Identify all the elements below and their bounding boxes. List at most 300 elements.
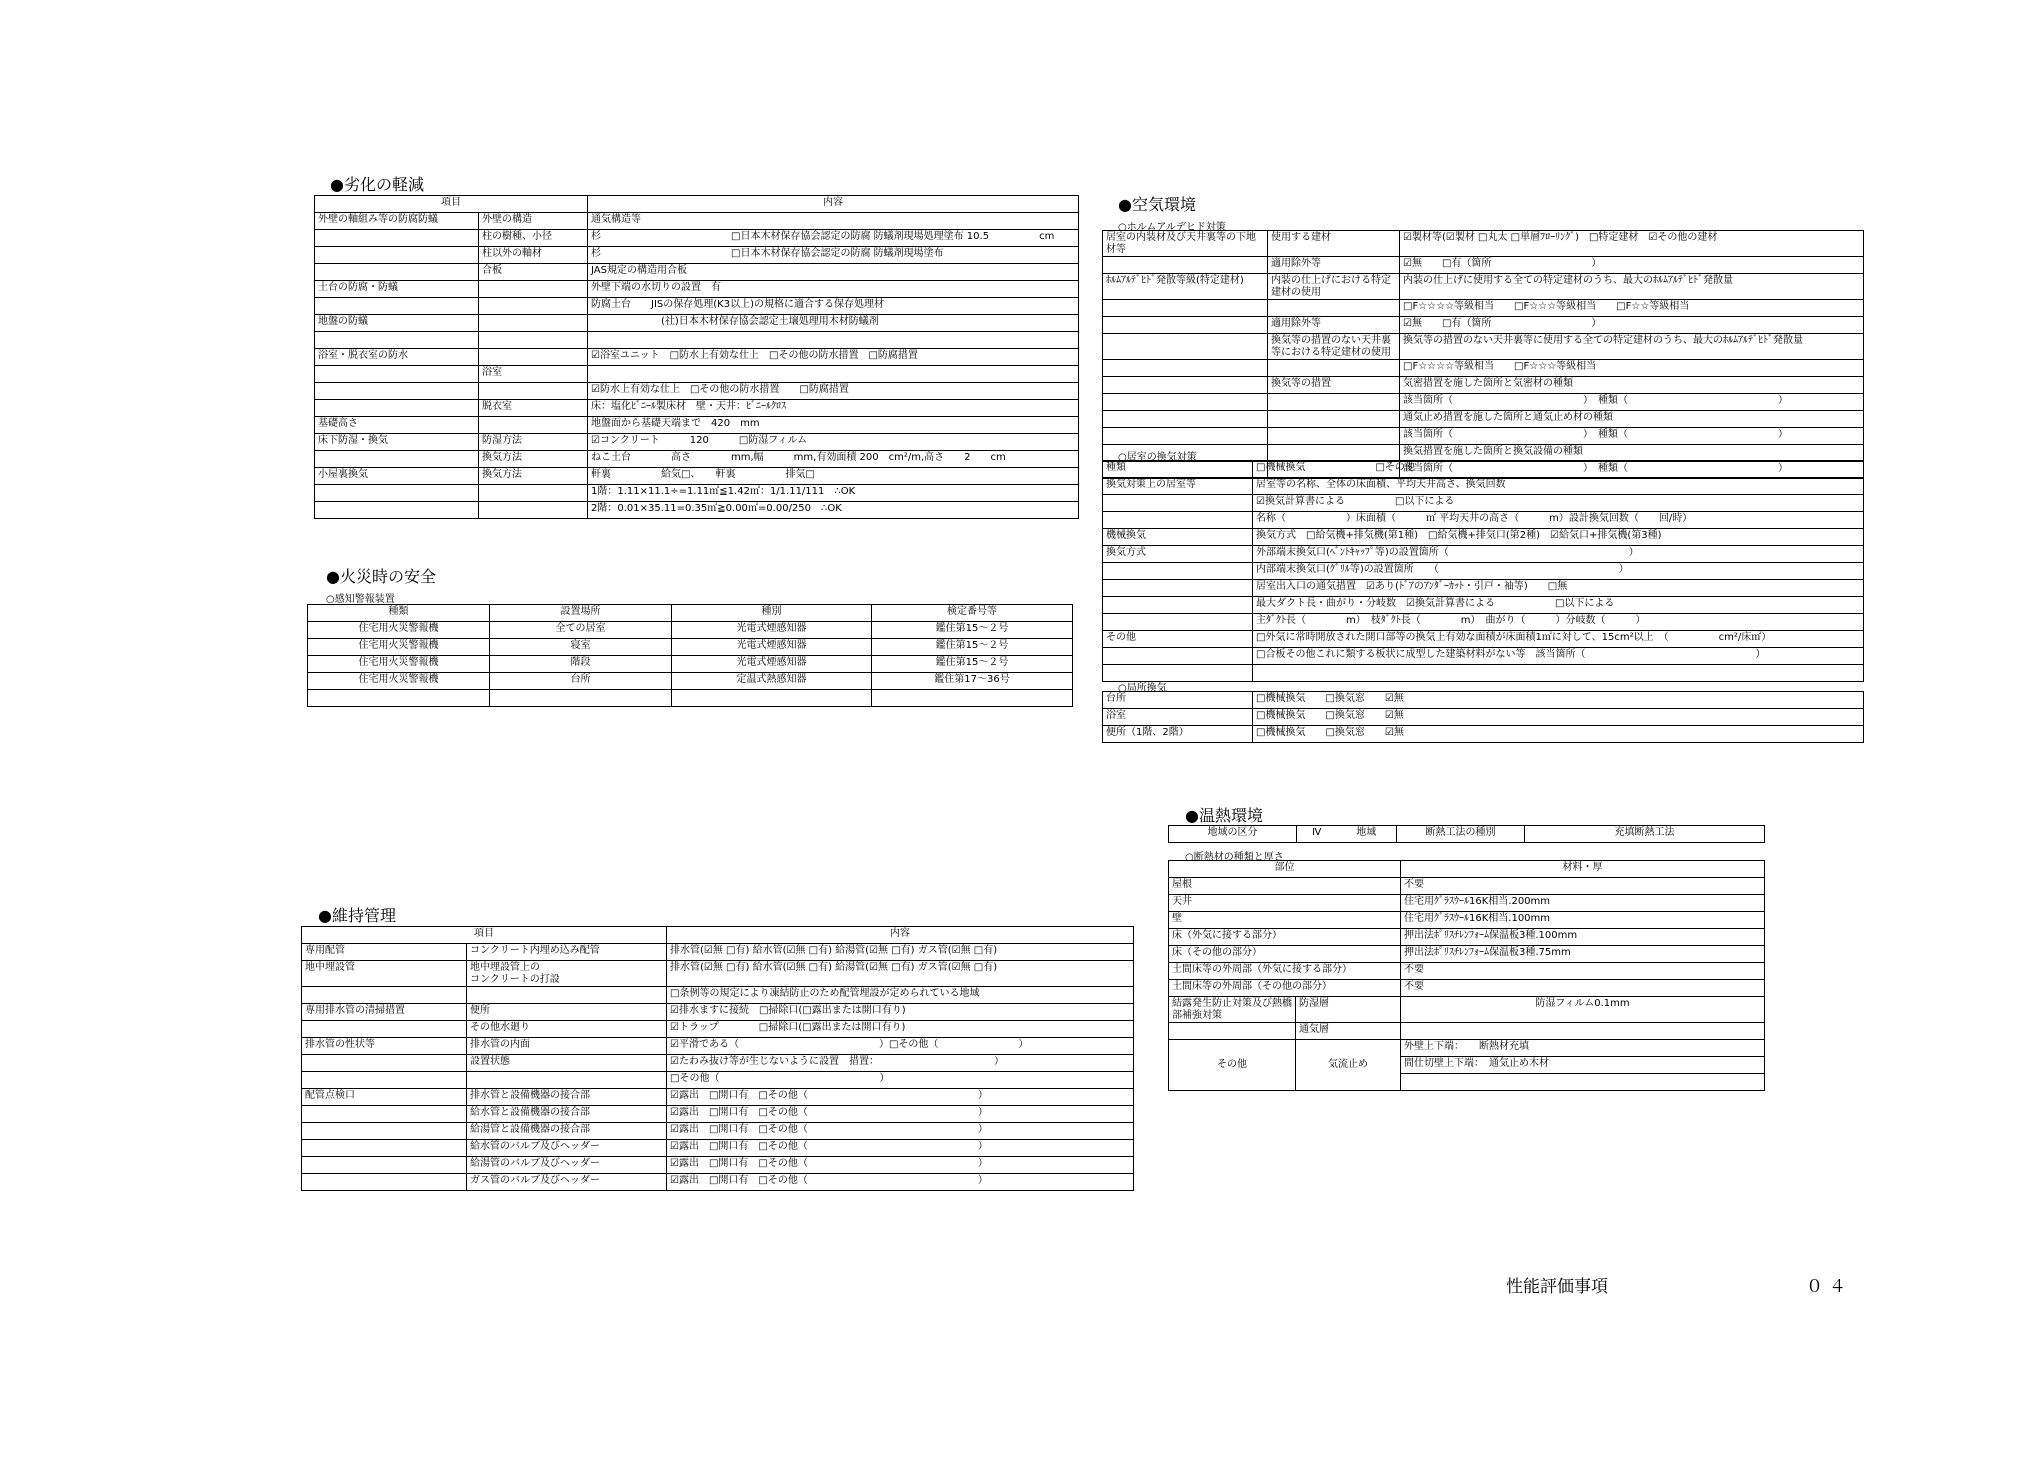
table-cell: 光電式煙感知器 (672, 639, 872, 656)
table-cell (490, 690, 672, 707)
content-cell: ☑露出 □開口有 □その他（ ） (667, 1157, 1134, 1174)
region-table (1168, 825, 1765, 843)
item-cell: 機械換気 (1103, 529, 1253, 546)
sub-item-cell: 防湿方法 (479, 434, 588, 451)
ventilation-table (1102, 460, 1864, 682)
item-cell (1103, 495, 1253, 512)
table-row (302, 1072, 1134, 1089)
sub-item-cell: 柱の樹種、小径 (479, 230, 588, 247)
table-row (1103, 317, 1864, 334)
insulation-table (1168, 860, 1765, 1091)
table-row (1103, 648, 1864, 665)
table-row (315, 349, 1079, 366)
table-row (302, 1021, 1134, 1038)
table-row (315, 264, 1079, 281)
item-cell: 外壁の軸組み等の防腐防蟻 (315, 213, 479, 230)
content-cell: ☑無 □有（箇所 ） (1400, 317, 1864, 334)
table-row (315, 383, 1079, 400)
content-cell: ☑製材等(☑製材 □丸太 □単層ﾌﾛｰﾘﾝｸﾞ) □特定建材 ☑その他の建材 (1400, 231, 1864, 257)
item-cell: 土台の防腐・防蟻 (315, 281, 479, 298)
table-cell (308, 690, 490, 707)
item-cell: 便所（1階、2階） (1103, 726, 1253, 743)
table-cell: 鑑住第17～36号 (872, 673, 1073, 690)
content-cell: 換気方式 □給気機+排気機(第1種) □給気機+排気口(第2種) ☑給気口+排気機(第3種) (1253, 529, 1864, 546)
table-row (315, 315, 1079, 332)
table-row (1103, 726, 1864, 743)
table-cell: 寝室 (490, 639, 672, 656)
table-row (1103, 546, 1864, 563)
footer-title: 性能評価事項 (1506, 1277, 1608, 1297)
table-cell: 台所 (490, 673, 672, 690)
item-cell (1103, 597, 1253, 614)
table-row (315, 298, 1079, 315)
column-header: 内容 (667, 927, 1134, 944)
item-cell: 地盤の防蟻 (315, 315, 479, 332)
table-cell: 鑑住第15～２号 (872, 656, 1073, 673)
formaldehyde-table (1102, 230, 1864, 479)
sub-item-cell: コンクリート内埋め込み配管 (467, 944, 667, 961)
content-cell: 杉 □日本木材保存協会認定の防腐 防蟻剤現場処理塗布 10.5 cm (588, 230, 1079, 247)
content-cell: □機械換気 □換気窓 ☑無 (1253, 692, 1864, 709)
sub-item-cell: 給湯管と設備機器の接合部 (467, 1123, 667, 1140)
part-cell: 土間床等の外周部（その他の部分） (1169, 980, 1401, 997)
sub-item-cell: 給湯管のバルブ及びヘッダー (467, 1157, 667, 1174)
fire-subtitle: ○感知警報装置 (326, 594, 395, 605)
column-header: 種類 (308, 605, 490, 622)
content-cell: ☑露出 □開口有 □その他（ ） (667, 1089, 1134, 1106)
table-row (1103, 614, 1864, 631)
table-row (1103, 394, 1864, 411)
airstop-value (1401, 1074, 1765, 1091)
item-cell (1103, 377, 1268, 394)
table-row (302, 1004, 1134, 1021)
table-row (302, 1174, 1134, 1191)
air-title: ●空気環境 (1118, 195, 1196, 214)
item-cell (302, 1021, 467, 1038)
item-cell (302, 1174, 467, 1191)
sub-item-cell: 合板 (479, 264, 588, 281)
table-row (1103, 274, 1864, 300)
item-cell: 地中埋設管 (302, 961, 467, 987)
column-header: 内容 (588, 196, 1079, 213)
condensation-label: 結露発生防止対策及び熱橋部補強対策 (1169, 997, 1296, 1023)
table-row (1103, 512, 1864, 529)
column-header: 設置場所 (490, 605, 672, 622)
spacer-cell (1401, 1023, 1765, 1040)
maintenance-table (301, 926, 1134, 1191)
item-cell (302, 1072, 467, 1089)
table-row (1169, 895, 1765, 912)
content-cell: 居室等の名称、全体の床面積、平均天井高さ、換気回数 (1253, 478, 1864, 495)
content-cell: 防腐土台 JISの保存処理(K3以上)の規格に適合する保存処理材 (588, 298, 1079, 315)
table-row (1103, 257, 1864, 274)
table-row (315, 485, 1079, 502)
column-header: 材料・厚 (1401, 861, 1765, 878)
item-cell (1103, 512, 1253, 529)
content-cell: ☑無 □有（箇所 ） (1400, 257, 1864, 274)
part-cell: 土間床等の外周部（外気に接する部分） (1169, 963, 1401, 980)
item-cell: ﾎﾙﾑｱﾙﾃﾞﾋﾄﾞ発散等級(特定建材) (1103, 274, 1268, 300)
table-cell: 全ての居室 (490, 622, 672, 639)
sub-item-cell (479, 281, 588, 298)
table-row (1103, 597, 1864, 614)
content-cell: ☑浴室ユニット □防水上有効な仕上 □その他の防水措置 □防腐措置 (588, 349, 1079, 366)
table-row (1103, 529, 1864, 546)
item-cell (315, 230, 479, 247)
item-cell: 浴室 (1103, 709, 1253, 726)
airstop-value: 外壁上下端： 断熱材充填 (1401, 1040, 1765, 1057)
item-cell (315, 366, 479, 383)
item-cell: 居室の内装材及び天井裏等の下地材等 (1103, 231, 1268, 257)
method-label: 断熱工法の種別 (1397, 826, 1525, 843)
sub-item-cell: 浴室 (479, 366, 588, 383)
part-cell: 床（その他の部分） (1169, 946, 1401, 963)
sub-item-cell (467, 987, 667, 1004)
table-row (302, 987, 1134, 1004)
item-cell (302, 1157, 467, 1174)
sub-item-cell: 便所 (467, 1004, 667, 1021)
sub-item-cell: 換気方法 (479, 451, 588, 468)
sub-item-cell: 柱以外の軸材 (479, 247, 588, 264)
item-cell (315, 451, 479, 468)
part-cell: 天井 (1169, 895, 1401, 912)
content-cell: ☑露出 □開口有 □その他（ ） (667, 1106, 1134, 1123)
item-cell (1103, 648, 1253, 665)
content-cell: 外部端末換気口(ﾍﾞﾝﾄｷｬｯﾌﾟ等)の設置箇所（ ） (1253, 546, 1864, 563)
table-row (315, 230, 1079, 247)
content-cell: ☑平滑である（ ）□その他（ ） (667, 1038, 1134, 1055)
table-row (1103, 461, 1864, 478)
content-cell: ☑露出 □開口有 □その他（ ） (667, 1174, 1134, 1191)
item-cell (1103, 360, 1268, 377)
table-row (1103, 478, 1864, 495)
table-row (1103, 428, 1864, 445)
label-cell: 内装の仕上げにおける特定建材の使用 (1268, 274, 1400, 300)
table-row (315, 502, 1079, 519)
other-label: その他 (1169, 1040, 1296, 1091)
column-header: 項目 (315, 196, 588, 213)
content-cell: 排水管(☑無 □有) 給水管(☑無 □有) 給湯管(☑無 □有) ガス管(☑無 □有) (667, 944, 1134, 961)
moisture-label: 防湿層 (1296, 997, 1401, 1023)
table-row (1103, 580, 1864, 597)
content-cell (588, 366, 1079, 383)
content-cell: 換気措置を施した箇所と換気設備の種類 (1400, 445, 1864, 462)
item-cell (1103, 300, 1268, 317)
sub-item-cell (479, 485, 588, 502)
table-row (1103, 377, 1864, 394)
item-cell: 専用排水管の清掃措置 (302, 1004, 467, 1021)
item-cell (1103, 563, 1253, 580)
formaldehyde-subtitle: ○ホルムアルデヒド対策 (1118, 222, 1226, 233)
table-row (1103, 445, 1864, 462)
column-header: 項目 (302, 927, 667, 944)
airstop-row (1169, 1040, 1765, 1057)
spacer-cell (1169, 1023, 1296, 1040)
item-cell (1103, 580, 1253, 597)
content-cell: □外気に常時開放された開口部等の換気上有効な面積が床面積1㎡に対して、15cm²以上 （ cm²/床㎡） (1253, 631, 1864, 648)
region-value: Ⅳ (1297, 826, 1337, 843)
table-header-row (302, 927, 1134, 944)
material-cell: 不要 (1401, 980, 1765, 997)
content-cell: 1階：1.11×11.1÷=1.11㎡≦1.42㎡：1/1.11/111 ∴OK (588, 485, 1079, 502)
table-row (315, 247, 1079, 264)
content-cell: 該当箇所（ ） 種類（ ） (1400, 428, 1864, 445)
item-cell (1103, 394, 1268, 411)
item-cell: 種類 (1103, 461, 1253, 478)
label-cell: 換気等の措置 (1268, 377, 1400, 394)
sub-item-cell (479, 383, 588, 400)
content-cell: 該当箇所（ ） 種類（ ） (1400, 394, 1864, 411)
item-cell: 排水管の性状等 (302, 1038, 467, 1055)
item-cell: その他 (1103, 631, 1253, 648)
table-cell: 住宅用火災警報機 (308, 673, 490, 690)
item-cell (315, 298, 479, 315)
item-cell: 浴室・脱衣室の防水 (315, 349, 479, 366)
table-row (302, 944, 1134, 961)
content-cell: 杉 □日本木材保存協会認定の防腐 防蟻剤現場塗布 (588, 247, 1079, 264)
sub-item-cell: 脱衣室 (479, 400, 588, 417)
content-cell: 通気止め措置を施した箇所と通気止め材の種類 (1400, 411, 1864, 428)
column-header: 検定番号等 (872, 605, 1073, 622)
content-cell: 名称（ ）床面積（ ㎡ 平均天井の高さ（ m）設計換気回数（ 回/時） (1253, 512, 1864, 529)
vent-layer-label: 通気層 (1296, 1023, 1401, 1040)
item-cell: 換気方式 (1103, 546, 1253, 563)
item-cell: 基礎高さ (315, 417, 479, 434)
table-cell: 階段 (490, 656, 672, 673)
table-row (302, 1089, 1134, 1106)
material-cell: 住宅用ｸﾞﾗｽｳｰﾙ16K相当.100mm (1401, 912, 1765, 929)
content-cell: 内装の仕上げに使用する全ての特定建材のうち、最大のﾎﾙﾑｱﾙﾃﾞﾋﾄﾞ発散量 (1400, 274, 1864, 300)
content-cell: 地盤面から基礎天端まで 420 mm (588, 417, 1079, 434)
table-row (1103, 411, 1864, 428)
table-row (1103, 709, 1864, 726)
label-cell (1268, 360, 1400, 377)
table-row (1169, 878, 1765, 895)
sub-item-cell: 排水管の内面 (467, 1038, 667, 1055)
item-cell (302, 1123, 467, 1140)
item-cell: 配管点検口 (302, 1089, 467, 1106)
content-cell: 気密措置を施した箇所と気密材の種類 (1400, 377, 1864, 394)
table-header-row (1169, 861, 1765, 878)
table-row (315, 400, 1079, 417)
table-cell: 鑑住第15～２号 (872, 639, 1073, 656)
condensation-row (1169, 997, 1765, 1023)
table-row (315, 451, 1079, 468)
airstop-value: 間仕切壁上下端： 通気止め木材 (1401, 1057, 1765, 1074)
item-cell (315, 247, 479, 264)
table-row (315, 468, 1079, 485)
table-row (1169, 929, 1765, 946)
material-cell: 押出法ﾎﾟﾘｽﾁﾚﾝﾌｫｰﾑ保温板3種.75mm (1401, 946, 1765, 963)
content-cell (1253, 665, 1864, 682)
content-cell: □F☆☆☆☆等級相当 □F☆☆☆等級相当 □F☆☆等級相当 (1400, 300, 1864, 317)
item-cell (315, 383, 479, 400)
table-row (1169, 912, 1765, 929)
table-row (308, 673, 1073, 690)
item-cell: 専用配管 (302, 944, 467, 961)
material-cell: 不要 (1401, 878, 1765, 895)
table-row (1103, 692, 1864, 709)
content-cell: ☑トラップ □掃除口(□露出または開口有り) (667, 1021, 1134, 1038)
table-row (315, 417, 1079, 434)
table-row (302, 1055, 1134, 1072)
maintenance-title: ●維持管理 (318, 906, 396, 925)
table-row (302, 1038, 1134, 1055)
content-cell: ☑排水ますに接続 □掃除口(□露出または開口有り) (667, 1004, 1134, 1021)
content-cell: ☑たわみ抜け等が生じないように設置 措置： ） (667, 1055, 1134, 1072)
sub-item-cell: 外壁の構造 (479, 213, 588, 230)
table-row (1103, 495, 1864, 512)
part-cell: 屋根 (1169, 878, 1401, 895)
table-row (308, 690, 1073, 707)
label-cell: 適用除外等 (1268, 257, 1400, 274)
sub-item-cell (479, 502, 588, 519)
content-cell: 外壁下端の水切りの設置 有 (588, 281, 1079, 298)
table-row (315, 281, 1079, 298)
sub-item-cell (479, 417, 588, 434)
content-cell: 該当箇所（ ） 種類（ ） (1400, 462, 1864, 479)
table-cell: 鑑住第15～２号 (872, 622, 1073, 639)
table-row (1103, 231, 1864, 257)
table-cell: 住宅用火災警報機 (308, 639, 490, 656)
part-cell: 壁 (1169, 912, 1401, 929)
item-cell (1103, 614, 1253, 631)
item-cell (1103, 411, 1268, 428)
content-cell: 換気等の措置のない天井裏等に使用する全ての特定建材のうち、最大のﾎﾙﾑｱﾙﾃﾞﾋﾄﾞ発散量 (1400, 334, 1864, 360)
item-cell (302, 1106, 467, 1123)
table-row (308, 622, 1073, 639)
material-cell: 住宅用ｸﾞﾗｽｳｰﾙ16K相当.200mm (1401, 895, 1765, 912)
material-cell: 押出法ﾎﾟﾘｽﾁﾚﾝﾌｫｰﾑ保温板3種.100mm (1401, 929, 1765, 946)
content-cell: □条例等の規定により凍結防止のため配管埋設が定められている地域 (667, 987, 1134, 1004)
fire-title: ●火災時の安全 (326, 567, 436, 586)
item-cell (315, 264, 479, 281)
sub-item-cell: 給水管と設備機器の接合部 (467, 1106, 667, 1123)
item-cell (315, 485, 479, 502)
column-header: 種別 (672, 605, 872, 622)
table-row (1169, 946, 1765, 963)
content-cell: (社)日本木材保存協会認定土壌処理用木材防蟻剤 (588, 315, 1079, 332)
table-cell: 住宅用火災警報機 (308, 622, 490, 639)
local-vent-subtitle: ○局所換気 (1118, 683, 1167, 694)
table-row (302, 1140, 1134, 1157)
label-cell: 換気等の措置のない天井裏等における特定建材の使用 (1268, 334, 1400, 360)
item-cell: 小屋裏換気 (315, 468, 479, 485)
column-header: 部位 (1169, 861, 1401, 878)
content-cell: □機械換気 □その他 (1253, 461, 1864, 478)
local-ventilation-table (1102, 691, 1864, 743)
table-row (315, 332, 1079, 349)
ventilation-subtitle: ○居室の換気対策 (1118, 452, 1197, 463)
region-unit: 地域 (1337, 826, 1397, 843)
item-cell (1103, 257, 1268, 274)
item-cell (302, 1140, 467, 1157)
table-cell: 住宅用火災警報機 (308, 656, 490, 673)
table-cell: 定温式熱感知器 (672, 673, 872, 690)
label-cell: 使用する建材 (1268, 231, 1400, 257)
sub-item-cell: 排水管と設備機器の接合部 (467, 1089, 667, 1106)
content-cell: 内部端末換気口(ｸﾞﾘﾙ等)の設置箇所 （ ） (1253, 563, 1864, 580)
table-row (302, 1123, 1134, 1140)
sub-item-cell (479, 298, 588, 315)
region-label: 地域の区分 (1169, 826, 1297, 843)
table-row (1103, 631, 1864, 648)
part-cell: 床（外気に接する部分） (1169, 929, 1401, 946)
table-row (1103, 360, 1864, 377)
content-cell: 最大ダクト長・曲がり・分岐数 ☑換気計算書による □以下による (1253, 597, 1864, 614)
moisture-value: 防湿フィルム0.1mm (1401, 997, 1765, 1023)
item-cell: 換気対策上の居室等 (1103, 478, 1253, 495)
deterioration-title: ●劣化の軽減 (330, 175, 424, 194)
sub-item-cell: 給水管のバルブ及びヘッダー (467, 1140, 667, 1157)
content-cell: □機械換気 □換気窓 ☑無 (1253, 709, 1864, 726)
content-cell: □合板その他これに類する板状に成型した建築材料がない等 該当箇所（ ） (1253, 648, 1864, 665)
table-row (302, 1106, 1134, 1123)
insulation-subtitle: ○断熱材の種類と厚さ (1185, 852, 1284, 863)
sub-item-cell (479, 315, 588, 332)
item-cell (315, 332, 479, 349)
sub-item-cell: その他水廻り (467, 1021, 667, 1038)
sub-item-cell (467, 1072, 667, 1089)
table-row (302, 1157, 1134, 1174)
content-cell (588, 332, 1079, 349)
table-row (315, 213, 1079, 230)
table-row (315, 434, 1079, 451)
content-cell: ☑防水上有効な仕上 □その他の防水措置 □防腐措置 (588, 383, 1079, 400)
item-cell: 台所 (1103, 692, 1253, 709)
sub-item-cell: ガス管のバルブ及びヘッダー (467, 1174, 667, 1191)
table-header-row (315, 196, 1079, 213)
content-cell: ねこ土台 高さ mm,幅 mm,有効面積 200 cm²/m,高さ 2 cm (588, 451, 1079, 468)
sub-item-cell: 地中埋設管上の コンクリートの打設 (467, 961, 667, 987)
label-cell (1268, 411, 1400, 428)
content-cell: 居室出入口の通気措置 ☑あり(ﾄﾞｱのｱﾝﾀﾞｰｶｯﾄ・引戸・袖等) □無 (1253, 580, 1864, 597)
item-cell (1103, 334, 1268, 360)
content-cell: □F☆☆☆☆等級相当 □F☆☆☆等級相当 (1400, 360, 1864, 377)
item-cell (315, 400, 479, 417)
sub-item-cell: 換気方法 (479, 468, 588, 485)
table-row (1169, 980, 1765, 997)
content-cell: □機械換気 □換気窓 ☑無 (1253, 726, 1864, 743)
table-header-row (308, 605, 1073, 622)
content-cell: 床：塩化ﾋﾞﾆｰﾙ製床材 壁・天井：ﾋﾞﾆｰﾙｸﾛｽ (588, 400, 1079, 417)
content-cell: 通気構造等 (588, 213, 1079, 230)
content-cell: ☑換気計算書による □以下による (1253, 495, 1864, 512)
item-cell: 床下防湿・換気 (315, 434, 479, 451)
label-cell (1268, 394, 1400, 411)
table-cell (672, 690, 872, 707)
sub-item-cell: 設置状態 (467, 1055, 667, 1072)
label-cell (1268, 428, 1400, 445)
item-cell (1103, 317, 1268, 334)
sub-item-cell (479, 332, 588, 349)
table-row (1103, 563, 1864, 580)
item-cell (315, 502, 479, 519)
sub-item-cell (479, 349, 588, 366)
table-row (308, 656, 1073, 673)
content-cell: ☑露出 □開口有 □その他（ ） (667, 1123, 1134, 1140)
table-cell: 光電式煙感知器 (672, 656, 872, 673)
content-cell: 2階：0.01×35.11=0.35㎡≧0.00㎡=0.00/250 ∴OK (588, 502, 1079, 519)
table-row (1169, 963, 1765, 980)
content-cell: 排水管(☑無 □有) 給水管(☑無 □有) 給湯管(☑無 □有) ガス管(☑無 □有) (667, 961, 1134, 987)
content-cell: ☑コンクリート 120 □防湿フィルム (588, 434, 1079, 451)
fire-alarm-table (307, 604, 1073, 707)
method-value: 充填断熱工法 (1525, 826, 1765, 843)
deterioration-table (314, 195, 1079, 519)
content-cell: 主ﾀﾞｸﾄ長（ m） 枝ﾀﾞｸﾄ長（ m） 曲がり（ ）分岐数（ ） (1253, 614, 1864, 631)
page-number: ０４ (1806, 1277, 1852, 1297)
